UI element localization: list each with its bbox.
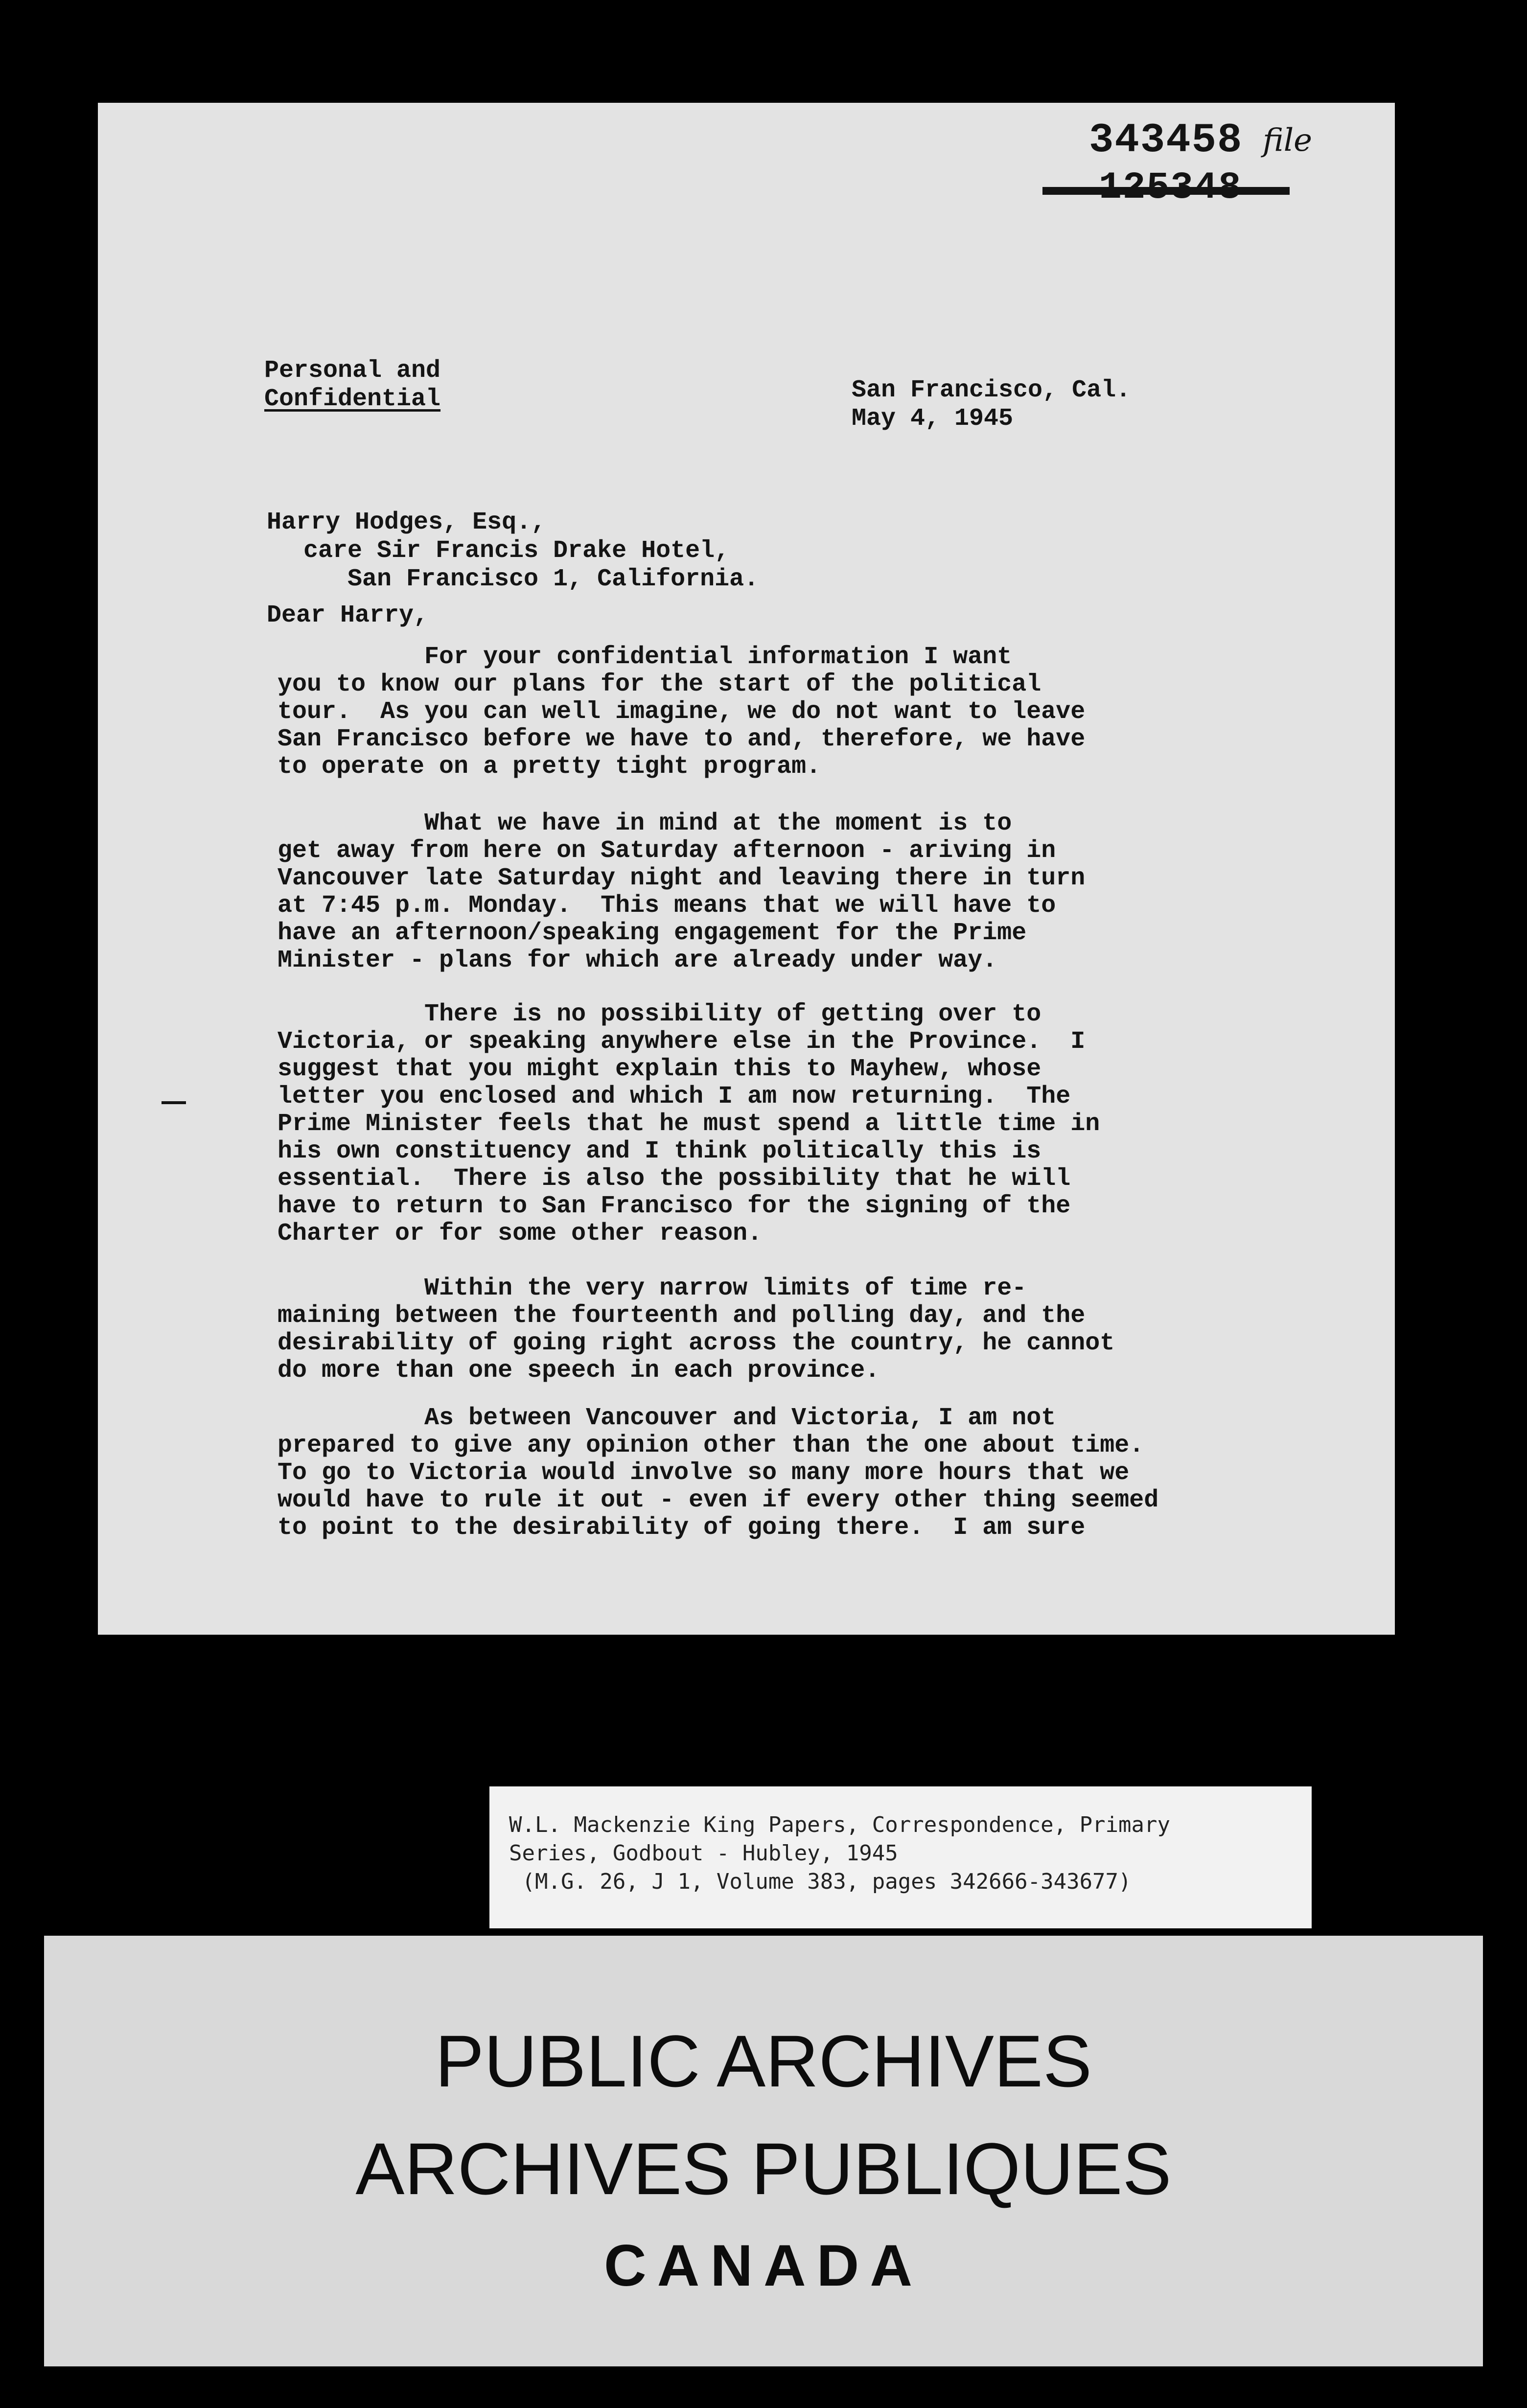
letter-place: San Francisco, Cal. <box>852 376 1131 404</box>
strike-through-line <box>1042 187 1290 195</box>
body-paragraph-2: What we have in mind at the moment is to get away from here on Saturday afternoon - ariving in Vancouver late Saturday night and leaving there in turn at 7:45 p.m. Monday. This means that we will have to have an afternoon/speaking engagement for the Prime Minister - plans for which are already under way. <box>278 810 1086 974</box>
address-line3: San Francisco 1, California. <box>347 565 759 593</box>
folio-number: 343458 <box>1089 117 1243 164</box>
body-paragraph-5: As between Vancouver and Victoria, I am not prepared to give any opinion other than the one about time. To go to Victoria would involve so many more hours that we would have to rule it out - even if every other thing seemed to point to the desirability of going there. I am sure <box>278 1404 1159 1542</box>
margin-mark <box>162 1101 186 1104</box>
body-paragraph-1: For your confidential information I want you to know our plans for the start of the political tour. As you can well imagine, we do not want to leave San Francisco before we have to and, therefore, we have to operate on a pretty tight program. <box>278 643 1086 781</box>
banner-line3: CANADA <box>604 2233 923 2298</box>
address-line1: Harry Hodges, Esq., <box>267 509 546 536</box>
archive-reference-label <box>489 1786 1312 1928</box>
public-archives-banner <box>44 1936 1483 2366</box>
classification-line1: Personal and <box>264 357 441 385</box>
label-line2: Series, Godbout - Hubley, 1945 <box>509 1841 898 1866</box>
classification-line2: Confidential <box>264 385 441 413</box>
banner-line2: ARCHIVES PUBLIQUES <box>355 2128 1172 2210</box>
handwritten-file-mark: file <box>1263 122 1313 159</box>
label-line3: (M.G. 26, J 1, Volume 383, pages 342666-343677) <box>509 1869 1132 1894</box>
address-line2: care Sir Francis Drake Hotel, <box>303 537 730 565</box>
label-line1: W.L. Mackenzie King Papers, Correspondence, Primary <box>509 1812 1171 1837</box>
letter-date: May 4, 1945 <box>852 405 1014 433</box>
body-paragraph-3: There is no possibility of getting over to Victoria, or speaking anywhere else in the Province. I suggest that you might explain this to Mayhew, whose letter you enclosed and which I am now returning. The Prime Minister feels that he must spend a little time in his own constituency and I think politically this is essential. There is also the possibility that he will have to return to San Francisco for the signing of the Charter or for some other reason. <box>278 1000 1100 1248</box>
letter-page <box>98 103 1395 1635</box>
salutation: Dear Harry, <box>267 602 429 629</box>
body-paragraph-4: Within the very narrow limits of time re- maining between the fourteenth and polling day, and the desirability of going right across the country, he cannot do more than one speech in each province. <box>278 1274 1115 1385</box>
banner-line1: PUBLIC ARCHIVES <box>435 2020 1092 2102</box>
